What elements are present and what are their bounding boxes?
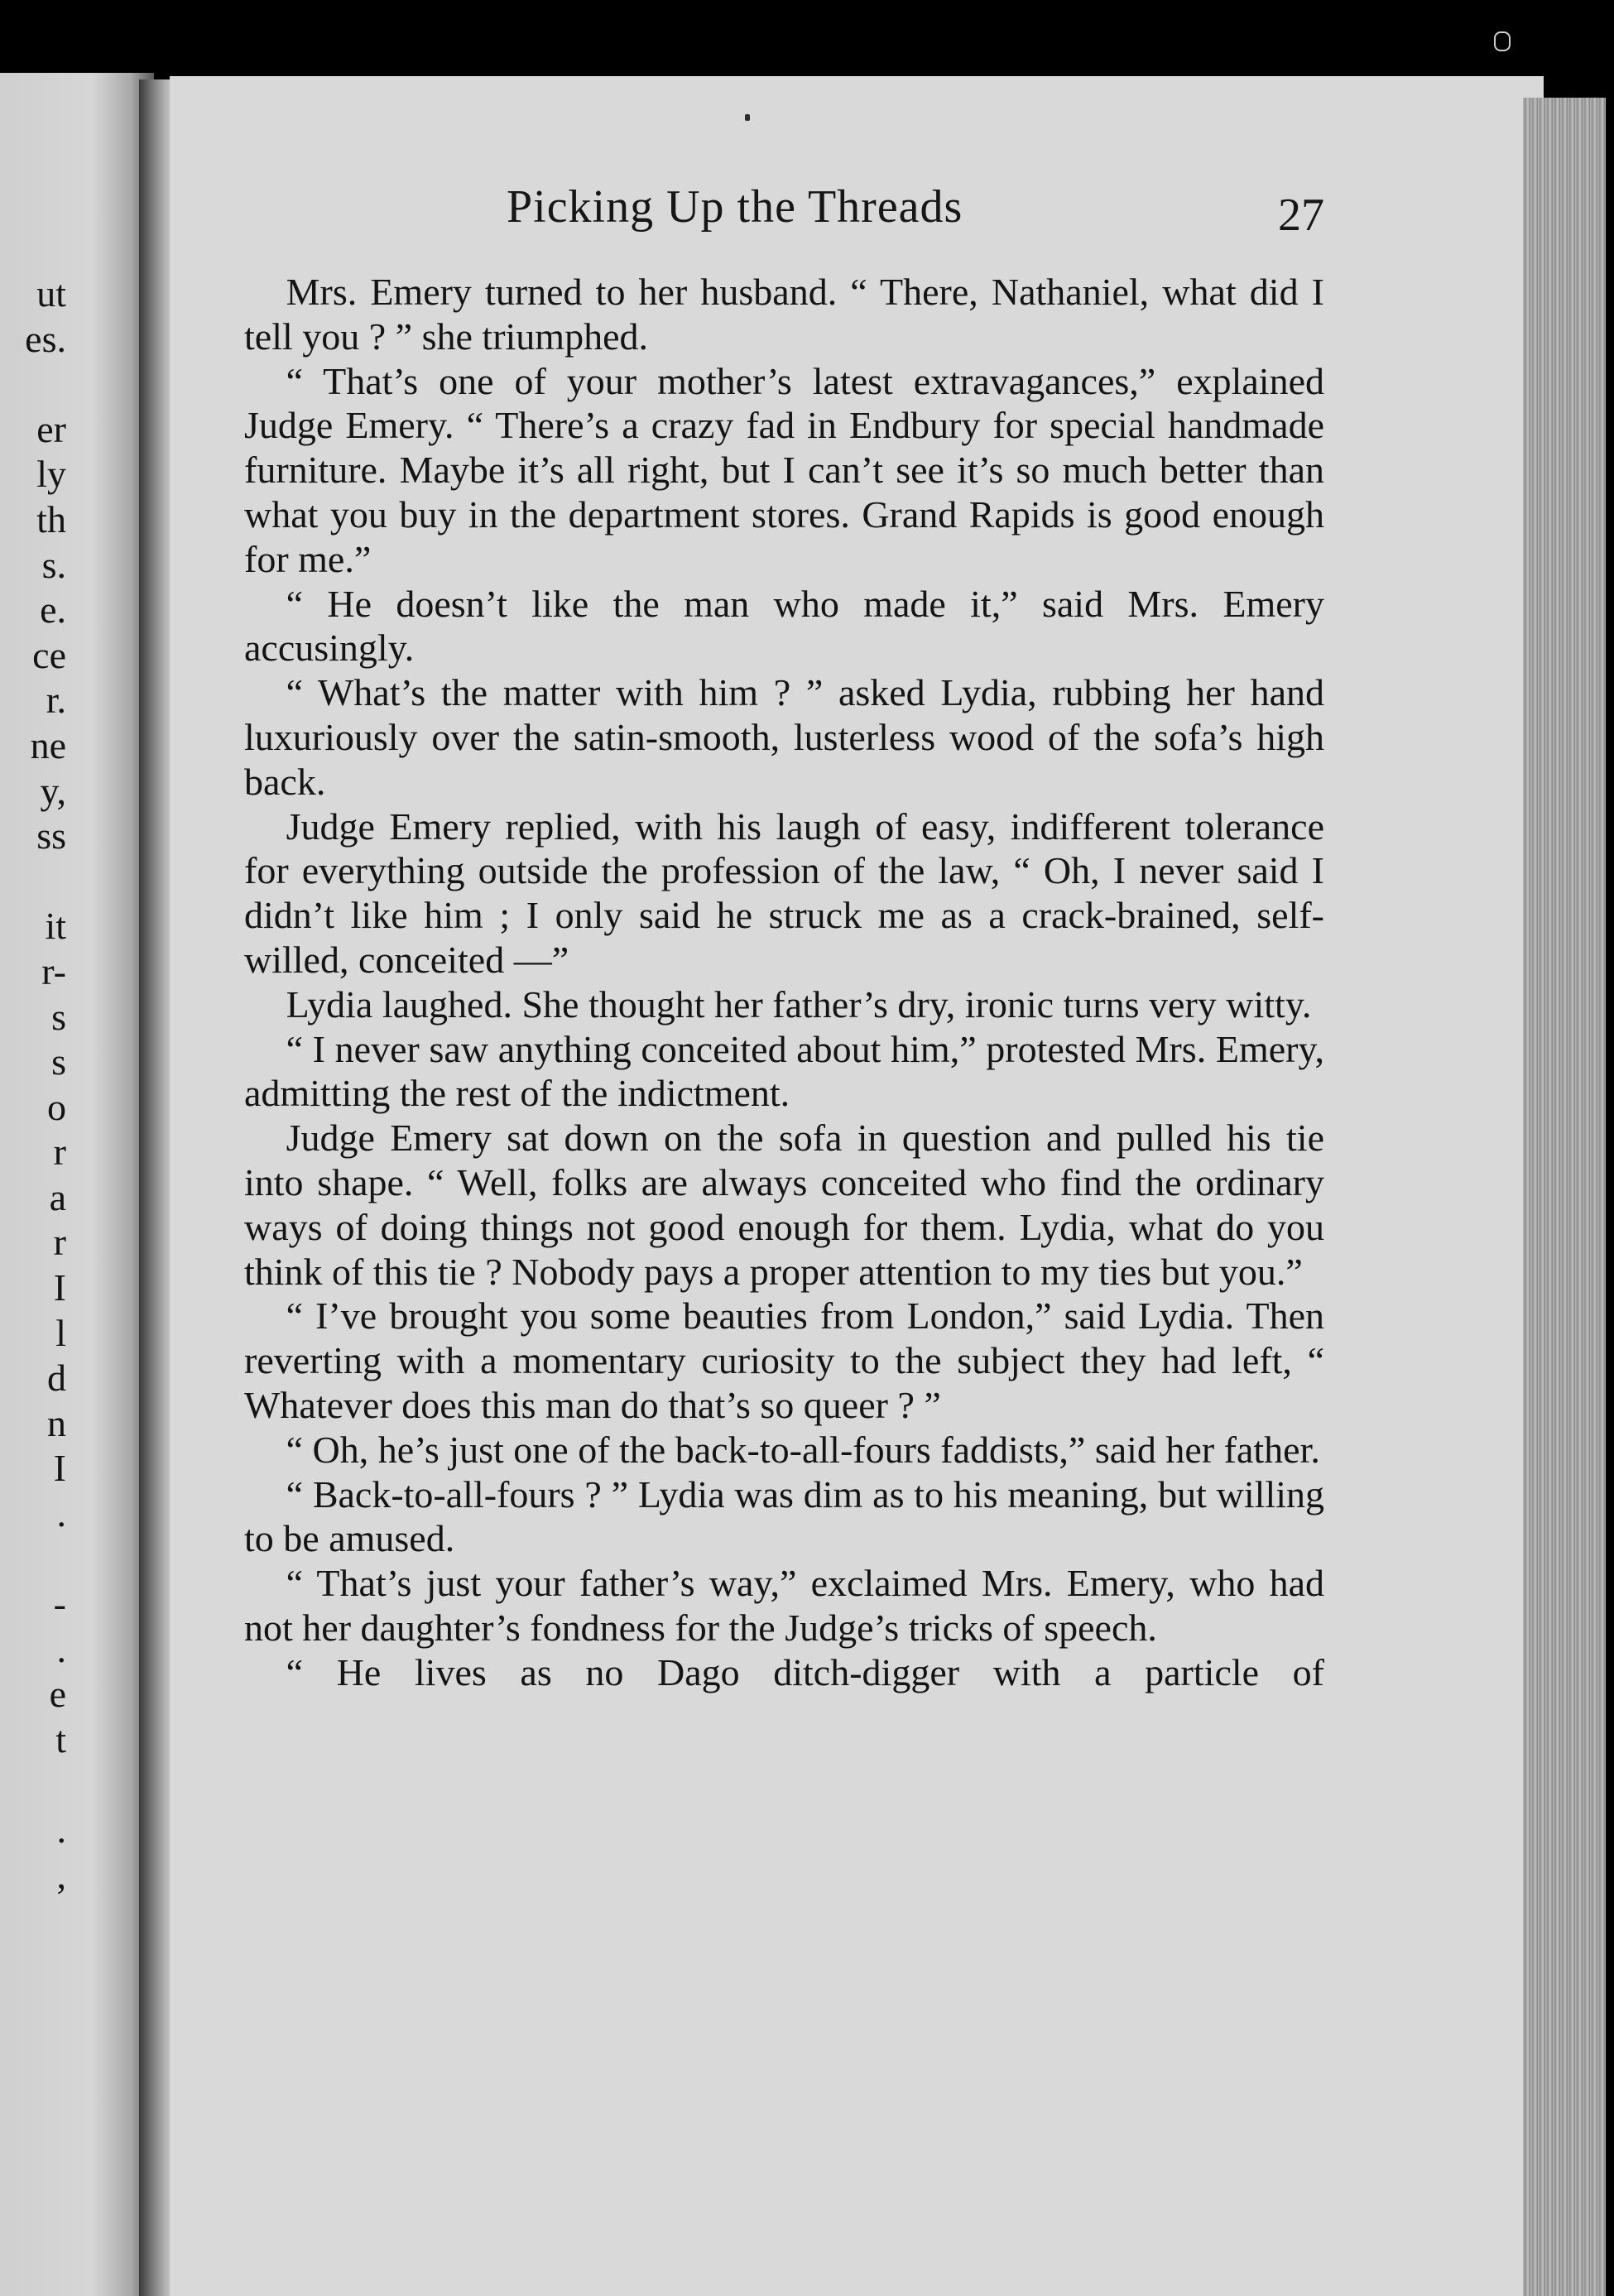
previous-page-line-fragment: n xyxy=(47,1401,66,1444)
previous-page-line-fragment: y, xyxy=(40,769,66,812)
previous-page-line-fragment: er xyxy=(36,407,66,450)
previous-page-line-fragment: s xyxy=(51,1040,66,1083)
page-number: 27 xyxy=(1278,190,1324,241)
paragraph: “ What’s the matter with him ? ” asked Lydia, rubbing her hand luxuriously over the satin-smooth, lusterless wood of the sofa’s high back. xyxy=(244,671,1324,803)
ink-speck xyxy=(745,114,750,121)
previous-page-line-fragment: t xyxy=(55,1718,66,1760)
previous-page-line-fragment: a xyxy=(49,1175,66,1218)
previous-page-line-fragment xyxy=(0,1537,66,1583)
previous-page-line-fragment: s xyxy=(51,995,66,1038)
previous-page-line-fragment: ly xyxy=(36,453,66,496)
previous-page-line-fragment: r- xyxy=(41,949,66,992)
paragraph: “ Oh, he’s just one of the back-to-all-fours faddists,” said her father. xyxy=(286,1428,1320,1471)
paragraph: Judge Emery replied, with his laugh of easy, indifferent tolerance for everything outside the profession of the law, “ Oh, I never said I didn’t like him ; I only said he struck me as a crack-brained, self-willed, conceited —” xyxy=(244,805,1324,981)
previous-page-line-fragment: ne xyxy=(30,723,66,766)
previous-page-line-fragment: r xyxy=(53,1221,66,1264)
previous-page-line-fragment: r xyxy=(53,1131,66,1174)
paragraph: “ I never saw anything conceited about him,” protested Mrs. Emery, admitting the rest of the indictment. xyxy=(244,1027,1324,1115)
previous-page-line-fragment: I xyxy=(53,1266,66,1309)
previous-page-line-fragment: it xyxy=(45,905,66,948)
previous-page-line-fragment: , xyxy=(56,1853,66,1896)
previous-page-line-fragment xyxy=(0,859,66,905)
previous-page-line-fragment: es. xyxy=(25,317,66,360)
previous-page-line-fragment: o xyxy=(47,1085,66,1128)
paragraph: “ He lives as no Dago ditch-digger with a particle of xyxy=(286,1650,1324,1693)
paragraph: Mrs. Emery turned to her husband. “ There, Nathaniel, what did I tell you ? ” she triumphed. xyxy=(244,271,1324,358)
previous-page-edge xyxy=(0,73,154,2296)
previous-page-line-fragment: d xyxy=(47,1357,66,1400)
previous-page-line-fragment: I xyxy=(53,1447,66,1490)
previous-page-line-fragment: e xyxy=(49,1673,66,1716)
previous-page-line-fragment: s. xyxy=(41,543,66,586)
previous-page-line-fragment: r. xyxy=(46,679,66,722)
scan-corner-mark xyxy=(1494,31,1511,51)
paragraph: “ Back-to-all-fours ? ” Lydia was dim as to his meaning, but willing to be amused. xyxy=(244,1472,1324,1560)
previous-page-line-fragment: . xyxy=(56,1808,66,1852)
previous-page-line-fragment: . xyxy=(56,1627,66,1670)
previous-page-line-fragment: e. xyxy=(40,588,66,632)
paragraph: “ That’s one of your mother’s latest extravagances,” explained Judge Emery. “ There’s a crazy fad in Endbury for special handmade furniture. Maybe it’s all right, but I can’t see it’s so much better than what you buy in the department stores. Grand Rapids is good enough for me.” xyxy=(244,359,1324,580)
body-text xyxy=(244,270,1324,1695)
previous-page-text-fragments xyxy=(0,271,66,1898)
previous-page-line-fragment xyxy=(0,1763,66,1808)
previous-page-line-fragment: . xyxy=(56,1492,66,1535)
page-stack-edge xyxy=(1523,98,1606,2296)
previous-page-line-fragment: l xyxy=(55,1311,66,1354)
previous-page-line-fragment: ut xyxy=(36,272,66,315)
paragraph: “ I’ve brought you some beauties from London,” said Lydia. Then reverting with a momentary curiosity to the subject they had left, “ Whatever does this man do that’s so queer ? ” xyxy=(244,1295,1324,1426)
previous-page-line-fragment xyxy=(0,362,66,407)
previous-page-line-fragment: th xyxy=(36,497,66,540)
running-head: Picking Up the Threads xyxy=(507,181,963,233)
previous-page-line-fragment: - xyxy=(53,1583,66,1626)
page-header xyxy=(507,180,1334,247)
paragraph: “ He doesn’t like the man who made it,” said Mrs. Emery accusingly. xyxy=(244,582,1324,670)
previous-page-line-fragment: ce xyxy=(32,633,66,676)
paragraph: “ That’s just your father’s way,” exclaimed Mrs. Emery, who had not her daughter’s fondness for the Judge’s tricks of speech. xyxy=(244,1562,1324,1649)
paragraph: Judge Emery sat down on the sofa in question and pulled his tie into shape. “ Well, folks are always conceited who find the ordinary ways of doing things not good enough for them. Lydia, what do you think of this tie ? Nobody pays a proper attention to my ties but you.” xyxy=(244,1117,1324,1293)
previous-page-line-fragment: ss xyxy=(36,814,66,857)
paragraph: Lydia laughed. She thought her father’s dry, ironic turns very witty. xyxy=(286,982,1312,1026)
